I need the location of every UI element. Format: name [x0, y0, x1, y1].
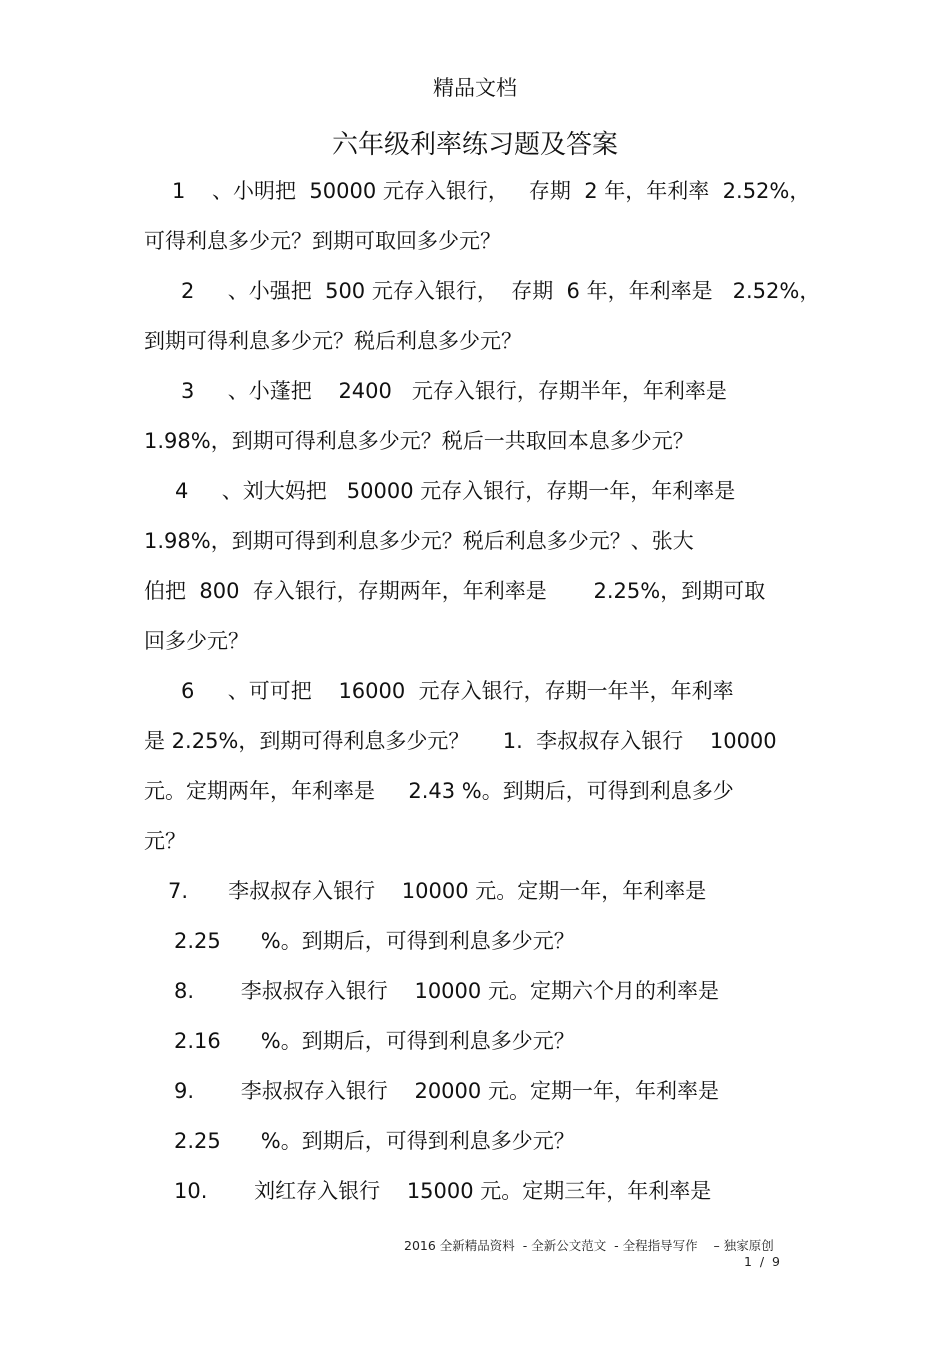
page-header: 精品文档 [433, 76, 517, 100]
text-line: 9. 李叔叔存入银行 20000 元。定期一年，年利率是 [174, 1079, 719, 1103]
text-line: 伯把 800 存入银行，存期两年，年利率是 2.25%，到期可取 [144, 579, 766, 603]
document-title: 六年级利率练习题及答案 [331, 130, 618, 160]
text-line: 4 、刘大妈把 50000 元存入银行，存期一年，年利率是 [175, 479, 736, 503]
text-line: 10. 刘红存入银行 15000 元。定期三年，年利率是 [174, 1179, 712, 1203]
text-line: 1 、小明把 50000 元存入银行， 存期 2 年，年利率 2.52%， [172, 179, 811, 203]
text-line: 3 、小蓬把 2400 元存入银行，存期半年，年利率是 [181, 379, 727, 403]
text-line: 6 、可可把 16000 元存入银行，存期一年半，年利率 [181, 679, 734, 703]
text-line: 2.16 %。到期后，可得到利息多少元？ [174, 1029, 575, 1053]
text-line: 2.25 %。到期后，可得到利息多少元？ [174, 929, 575, 953]
text-line: 是 2.25%，到期可得利息多少元？ 1. 李叔叔存入银行 10000 [144, 729, 777, 753]
page-number: 1 / 9 [744, 1254, 781, 1269]
text-line: 1.98%，到期可得利息多少元？税后一共取回本息多少元？ [144, 429, 694, 453]
text-line: 元？ [144, 829, 186, 853]
text-line: 2 、小强把 500 元存入银行， 存期 6 年，年利率是 2.52%， [181, 279, 821, 303]
text-line: 1.98%，到期可得到利息多少元？税后利息多少元？、张大 [144, 529, 694, 553]
text-line: 元。定期两年，年利率是 2.43 %。到期后，可得到利息多少 [144, 779, 734, 803]
text-line: 8. 李叔叔存入银行 10000 元。定期六个月的利率是 [174, 979, 719, 1003]
footer-text: 2016 全新精品资料 - 全新公文范文 - 全程指导写作 – 独家原创 [404, 1238, 774, 1253]
text-line: 回多少元？ [144, 629, 249, 653]
text-line: 可得利息多少元？到期可取回多少元？ [144, 229, 501, 253]
text-line: 到期可得利息多少元？税后利息多少元？ [144, 329, 522, 353]
text-line: 2.25 %。到期后，可得到利息多少元？ [174, 1129, 575, 1153]
text-line: 7. 李叔叔存入银行 10000 元。定期一年，年利率是 [168, 879, 707, 903]
